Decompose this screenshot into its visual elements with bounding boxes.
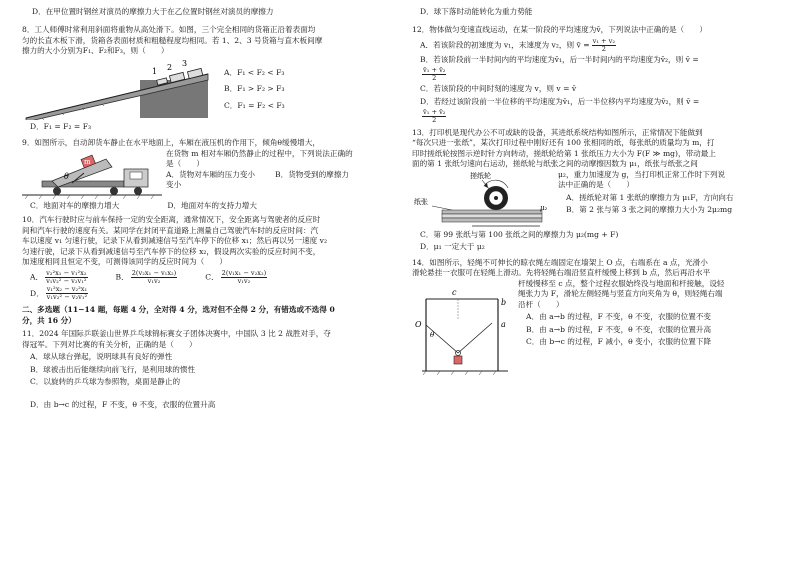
q13-stem-5: μ₂，重力加速度为 g，当打印机正常工作时下列说 [558,169,726,179]
right-column [412,0,774,379]
q9-stem-1: 9．如图所示，自动卸货车静止在水平地面上，车厢在液压机的作用下，倾角θ缓慢增大， [22,138,320,148]
q13-paper-label: 纸张 [414,197,428,206]
q13-stem-3: 印时搓纸轮按图示逆时针方向转动，搓纸轮给第 1 张纸压力大小为 F(F ≫ mg)，带动最上 [412,148,716,158]
q10-option-a: A． $\frac{\text{v₂²x₁ − v₁²x₂}}{\text{v₁v₂² − v₂v₁²}}$ [30,268,87,285]
q14-label-theta: θ [430,330,435,339]
q9-option-b-cont: 变小 [166,180,182,190]
q14-label-b: b [501,297,507,307]
q14-stem-2: 滑轮悬挂一衣服可在轻绳上滑动。先将轻绳右端沿竖直杆缓慢上移到 b 点，然后再沿水平 [412,268,711,278]
q14-label-a: a [501,319,506,329]
q8-label-3: 3 [182,59,188,68]
q10-stem-3: 车以速度 v₁ 匀速行驶，记录下从看到减速信号至汽车停下的位移 x₁；然后再以另一速度 v₂ [22,236,328,246]
q10-stem-2: 间和汽车行驶的速度有关。某同学在封闭平直道路上测量自己驾驶汽车时的反应时间：汽 [22,225,319,235]
q9-stem-3: 是（ ） [166,159,204,169]
q8-incline-figure [22,60,212,120]
q11-option-b: B．球被击出后能继续向前飞行，是利用球的惯性 [30,364,196,374]
q9-option-a: A．货物对车厢的压力变小 [166,169,256,179]
q9-stem-2: 在货物 m 相对车厢仍然静止的过程中，下列说法正确的 [166,148,353,158]
q14-label-c: c [452,287,457,297]
q12-option-b-frac: $\frac{\text{v̄₁ + v̄₂}}{2}$ [423,66,446,83]
section-2-title-1: 二、多选题（11−14 题，每题 4 分，全对得 4 分，选对但不全得 2 分，有错选或不选得 0 [22,305,335,315]
q12-option-d-frac: $\frac{\text{v̄₁ + v̄₂}}{2}$ [423,108,446,124]
q8-stem-3: 擦力的大小分别为F₁、F₂和F₃，则（ ） [22,46,169,56]
q13-printer-figure [412,170,552,228]
q14-stem-4: 绳张力为 F，滑轮左侧轻绳与竖直方向夹角为 θ，则轻绳右端 [518,289,723,299]
q14-stem-3: 杆缓慢移至 c 点，整个过程衣服始终没与地面和杆接触，设轻 [518,278,725,288]
q14-option-c: C．由 b→c 的过程，F 减小，θ 变小，衣服的位置下降 [526,336,712,346]
q9-option-c: C．地面对车的摩擦力增大 [30,200,120,210]
q14-label-o: O [415,319,422,329]
q13-roller-label: 搓纸轮 [470,171,491,180]
q13-option-c: C．第 99 张纸与第 100 张纸之间的摩擦力为 μ₂(mg + F) [420,229,619,239]
q11-stem-1: 11．2024 年国际乒联釜山世界乒乓球锦标赛女子团体决赛中，中国队 3 比 2 战胜对手，夺 [22,329,331,339]
q8-stem-2: 匀的长直木板下滑，货箱各表面材质和粗糙程度均相同。若 1、2、3 号货箱与直木板间摩 [22,35,323,45]
q10-stem-5: 加速度相同且恒定不变，可测得该同学的反应时间为（ ） [22,257,228,267]
q13-option-d: D．μ₁ 一定大于 μ₂ [420,242,485,252]
q13-stem-2: “每次只进一张纸”，某次打印过程中刚好还有 100 张相同的纸，每张纸的质量均为 m，打 [412,138,715,148]
q10-stem-4: 匀速行驶，记录下从看到减速信号至汽车停下的位移 x₂，假设两次实验的反应时间不变， [22,246,321,256]
q14-clothesline-figure [412,279,512,379]
q14-option-b: B．由 a→b 的过程，F 不变，θ 不变，衣服的位置升高 [526,324,712,334]
q11-option-a: A．球从球台弹起，说明球具有良好的弹性 [30,352,173,362]
q12-option-d: D．若经过该阶段前一半位移的平均速度为v̄₁，后一半位移内平均速度为v̄₂，则 v̄ = [420,96,700,106]
q14-option-d: D．由 b→c 的过程，F 不变，θ 不变，衣服的位置升高 [30,399,216,409]
q8-option-a: A．F₁ < F₂ < F₃ [224,67,285,77]
q13-mu2-label: μ₂ [540,203,548,212]
q10-stem-1: 10．汽车行驶时应与前车保持一定的安全距离，通常情况下，安全距离与驾驶者的反应时 [22,215,321,225]
q12-option-a: A．若该阶段的初速度为 v₁，末速度为 v₂，则 v̄ = $\frac{\text{v₁ + v₂}}{2}$ [420,36,616,53]
q12-option-c: C．若该阶段的中间时刻的速度为 v，则 v = v̄ [420,84,577,94]
q13-stem-1: 13．打印机是现代办公不可或缺的设备，其进纸系统结构如图所示，正常情况下能做到 [412,127,703,137]
q10-option-d: D． $\frac{\text{v₁²x₂ − v₂²x₁}}{\text{v₁v₂² − v₂v₁²}}$ [30,285,88,302]
q8-option-d: D．F₁ = F₂ = F₃ [30,121,92,131]
q9-theta-label: θ [64,171,69,181]
q9-option-d: D．地面对车的支持力增大 [167,200,257,210]
q8-option-b: B．F₁ > F₂ > F₃ [224,84,285,94]
q13-option-a: A．搓纸轮对第 1 张纸的摩擦力为 μ₁F，方向向右 [566,192,734,202]
q13-stem-6: 法中正确的是（ ） [558,180,634,190]
section-2-title-2: 分，共 16 分） [22,315,76,325]
q8-label-1: 1 [152,66,158,76]
q11-stem-2: 得冠军。下列对比赛的有关分析，正确的是（ ） [22,339,197,349]
q7-option-d: D．在甲位置时钢丝对演员的摩擦力大于在乙位置时钢丝对演员的摩擦力 [32,7,274,16]
q10-option-c: C． $\frac{\text{2(v₁x₁ − v₂x₂)}}{\text{v₁v₂}}$ [205,268,267,285]
q8-stem-1: 8．工人师傅时常利用斜面将重物从高处滑下。如图，三个完全相同的货箱正沿着表面均 [22,25,316,35]
q14-stem-1: 14．如图所示，轻绳不可伸长的晾衣绳左端固定在墙架上 O 点，右端系在 a 点，光滑小 [412,257,708,267]
q12-stem: 12．物体做匀变速直线运动，在某一阶段的平均速度为v̄，下列说法中正确的是（ ） [412,25,707,35]
left-column [22,0,384,410]
q10-option-b: B． $\frac{\text{2(v₂x₁ − v₁x₂)}}{\text{v₁v₂}}$ [115,268,177,285]
q14-stem-5: 沿杆（ ） [518,299,564,309]
q13-option-b: B．第 2 张与第 3 张之间的摩擦力大小为 2μ₂mg [566,205,733,215]
q14-option-a: A．由 a→b 的过程，F 不变，θ 不变，衣服的位置不变 [526,312,712,322]
q11-option-c: C．以旋转的乒乓球为参照物，桌面是静止的 [30,377,181,387]
q11-option-d: D．球下落时动能转化为重力势能 [420,7,533,16]
q9-option-b: B．货物受到的摩擦力 [275,169,349,179]
q12-option-b: B．若该阶段前一半时间内的平均速度为v̄₁，后一半时间内的平均速度为v̄₂，则 v̄ = [420,54,699,64]
q8-option-c: C．F₁ = F₂ < F₃ [224,100,285,110]
q9-dump-truck-figure [22,149,162,201]
q9-mass-label: m [84,157,91,166]
q8-label-2: 2 [167,62,173,72]
q13-stem-4: 面的第 1 张纸匀速向右运动，搓纸轮与纸张之间的动摩擦因数为 μ₁，纸张与纸张之间 [412,159,698,169]
